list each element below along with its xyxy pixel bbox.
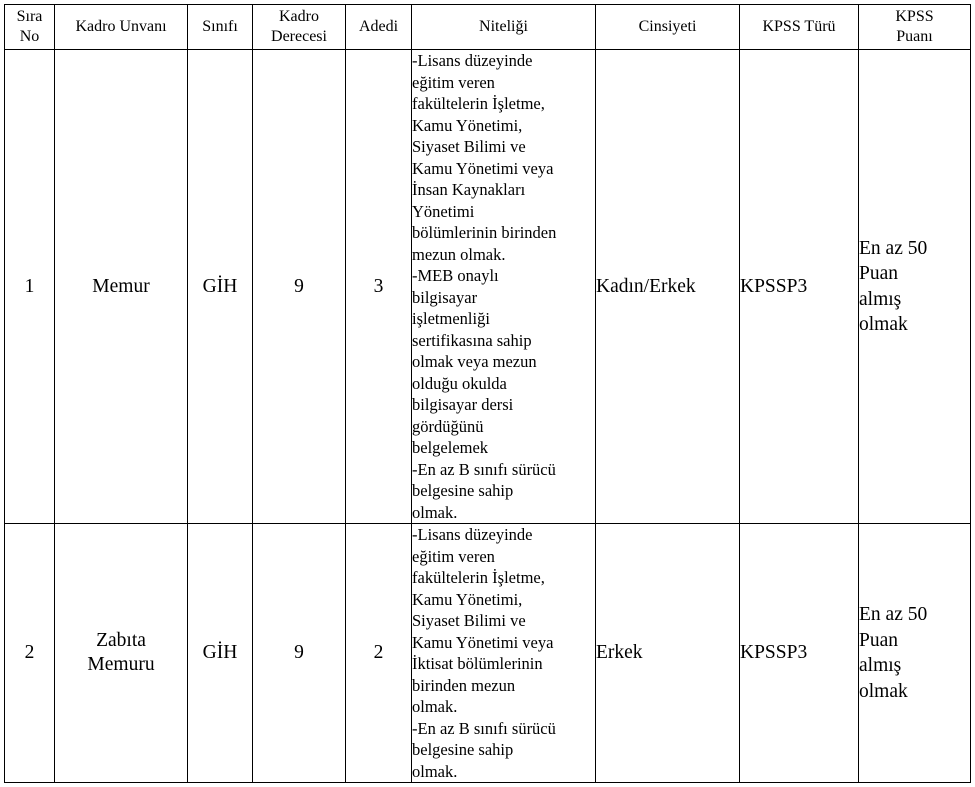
qualification-line: belgesine sahip: [412, 481, 514, 500]
qualification-line: -Lisans düzeyinde: [412, 525, 533, 544]
qualification-line: Kamu Yönetimi veya: [412, 158, 554, 178]
header-niteligi: Niteliği: [412, 5, 596, 50]
cell-title: [55, 50, 188, 524]
score-line: Puan: [859, 629, 898, 651]
qualification-line: -En az B sınıfı sürücü: [412, 718, 556, 738]
header-kadro-unvani: Kadro Unvanı: [55, 5, 188, 50]
qualification-line: bilgisayar dersi: [412, 395, 514, 414]
cell-class: GİH: [188, 524, 253, 783]
qualification-line: eğitim veren: [412, 72, 495, 92]
qualification-line: işletmenliği: [412, 309, 490, 328]
qualification-line: Kamu Yönetimi veya: [412, 632, 554, 652]
header-adedi: Adedi: [346, 5, 412, 50]
cell-kpss-score: [859, 524, 971, 783]
score-line: almış: [859, 655, 902, 676]
cell-class: GİH: [188, 50, 253, 524]
qualification-line: eğitim veren: [412, 546, 495, 566]
qualification-line: belgesine sahip: [412, 740, 514, 759]
cell-gender: Erkek: [596, 524, 740, 783]
cell-qualification: [412, 524, 596, 783]
qualification-line: Yönetimi: [412, 201, 475, 221]
header-sinifi: Sınıfı: [188, 5, 253, 50]
cell-count: 3: [346, 50, 412, 524]
qualification-line: Siyaset Bilimi ve: [412, 137, 526, 156]
cell-qualification: [412, 50, 596, 524]
cell-no: 2: [5, 524, 55, 783]
score-line: En az 50: [859, 604, 928, 625]
qualification-line: bilgisayar: [412, 287, 478, 307]
header-puan-line1: KPSS: [895, 8, 934, 25]
score-line: Puan: [859, 263, 898, 284]
header-sira-line1: Sıra: [16, 8, 43, 25]
header-puan-line2: Puanı: [896, 28, 933, 45]
qualification-line: olmak.: [412, 502, 458, 522]
cell-title: [55, 524, 188, 783]
qualification-line: gördüğünü: [412, 416, 484, 436]
score-line: olmak: [859, 680, 908, 702]
cell-count: 2: [346, 524, 412, 783]
cell-degree: 9: [253, 50, 346, 524]
qualification-line: Kamu Yönetimi,: [412, 589, 523, 609]
table-row: [5, 50, 971, 524]
qualification-line: bölümlerinin birinden: [412, 223, 557, 242]
qualification-line: İktisat bölümlerinin: [412, 654, 543, 673]
score-line: olmak: [859, 314, 908, 335]
qualification-line: -En az B sınıfı sürücü: [412, 459, 556, 479]
qualification-line: fakültelerin İşletme,: [412, 568, 545, 587]
header-row: [5, 5, 971, 50]
cell-degree: 9: [253, 524, 346, 783]
header-sira-line2: No: [19, 28, 40, 45]
header-derece-line2: Derecesi: [271, 28, 327, 45]
header-cinsiyeti: Cinsiyeti: [596, 5, 740, 50]
cell-kpss-type: KPSSP3: [740, 524, 859, 783]
cell-gender: Kadın/Erkek: [596, 50, 740, 524]
qualification-line: olduğu okulda: [412, 373, 507, 393]
cell-kpss-type: KPSSP3: [740, 50, 859, 524]
qualification-line: İnsan Kaynakları: [412, 180, 526, 199]
qualification-line: olmak.: [412, 761, 458, 781]
qualification-line: belgelemek: [412, 438, 489, 457]
table-row: [5, 524, 971, 783]
qualification-line: olmak.: [412, 697, 458, 716]
qualification-line: -Lisans düzeyinde: [412, 51, 533, 70]
staff-position-table: [4, 4, 971, 783]
qualification-line: olmak veya mezun: [412, 352, 537, 371]
qualification-line: mezun olmak.: [412, 244, 506, 264]
score-line: almış: [859, 288, 902, 310]
header-sira-no: [5, 5, 55, 50]
qualification-line: sertifikasına sahip: [412, 330, 532, 350]
qualification-line: Siyaset Bilimi ve: [412, 611, 526, 630]
qualification-line: birinden mezun: [412, 675, 516, 695]
qualification-line: Kamu Yönetimi,: [412, 115, 523, 135]
header-kpss-turu: KPSS Türü: [740, 5, 859, 50]
cell-no: 1: [5, 50, 55, 524]
score-line: En az 50: [859, 237, 928, 259]
qualification-line: -MEB onaylı: [412, 266, 499, 285]
header-kpss-puani: [859, 5, 971, 50]
header-kadro-derecesi: [253, 5, 346, 50]
title-line: Zabıta: [96, 630, 146, 651]
qualification-line: fakültelerin İşletme,: [412, 94, 545, 113]
header-derece-line1: Kadro: [279, 8, 319, 25]
cell-kpss-score: [859, 50, 971, 524]
title-line: Memuru: [87, 654, 155, 675]
title-line: Memur: [92, 275, 150, 297]
